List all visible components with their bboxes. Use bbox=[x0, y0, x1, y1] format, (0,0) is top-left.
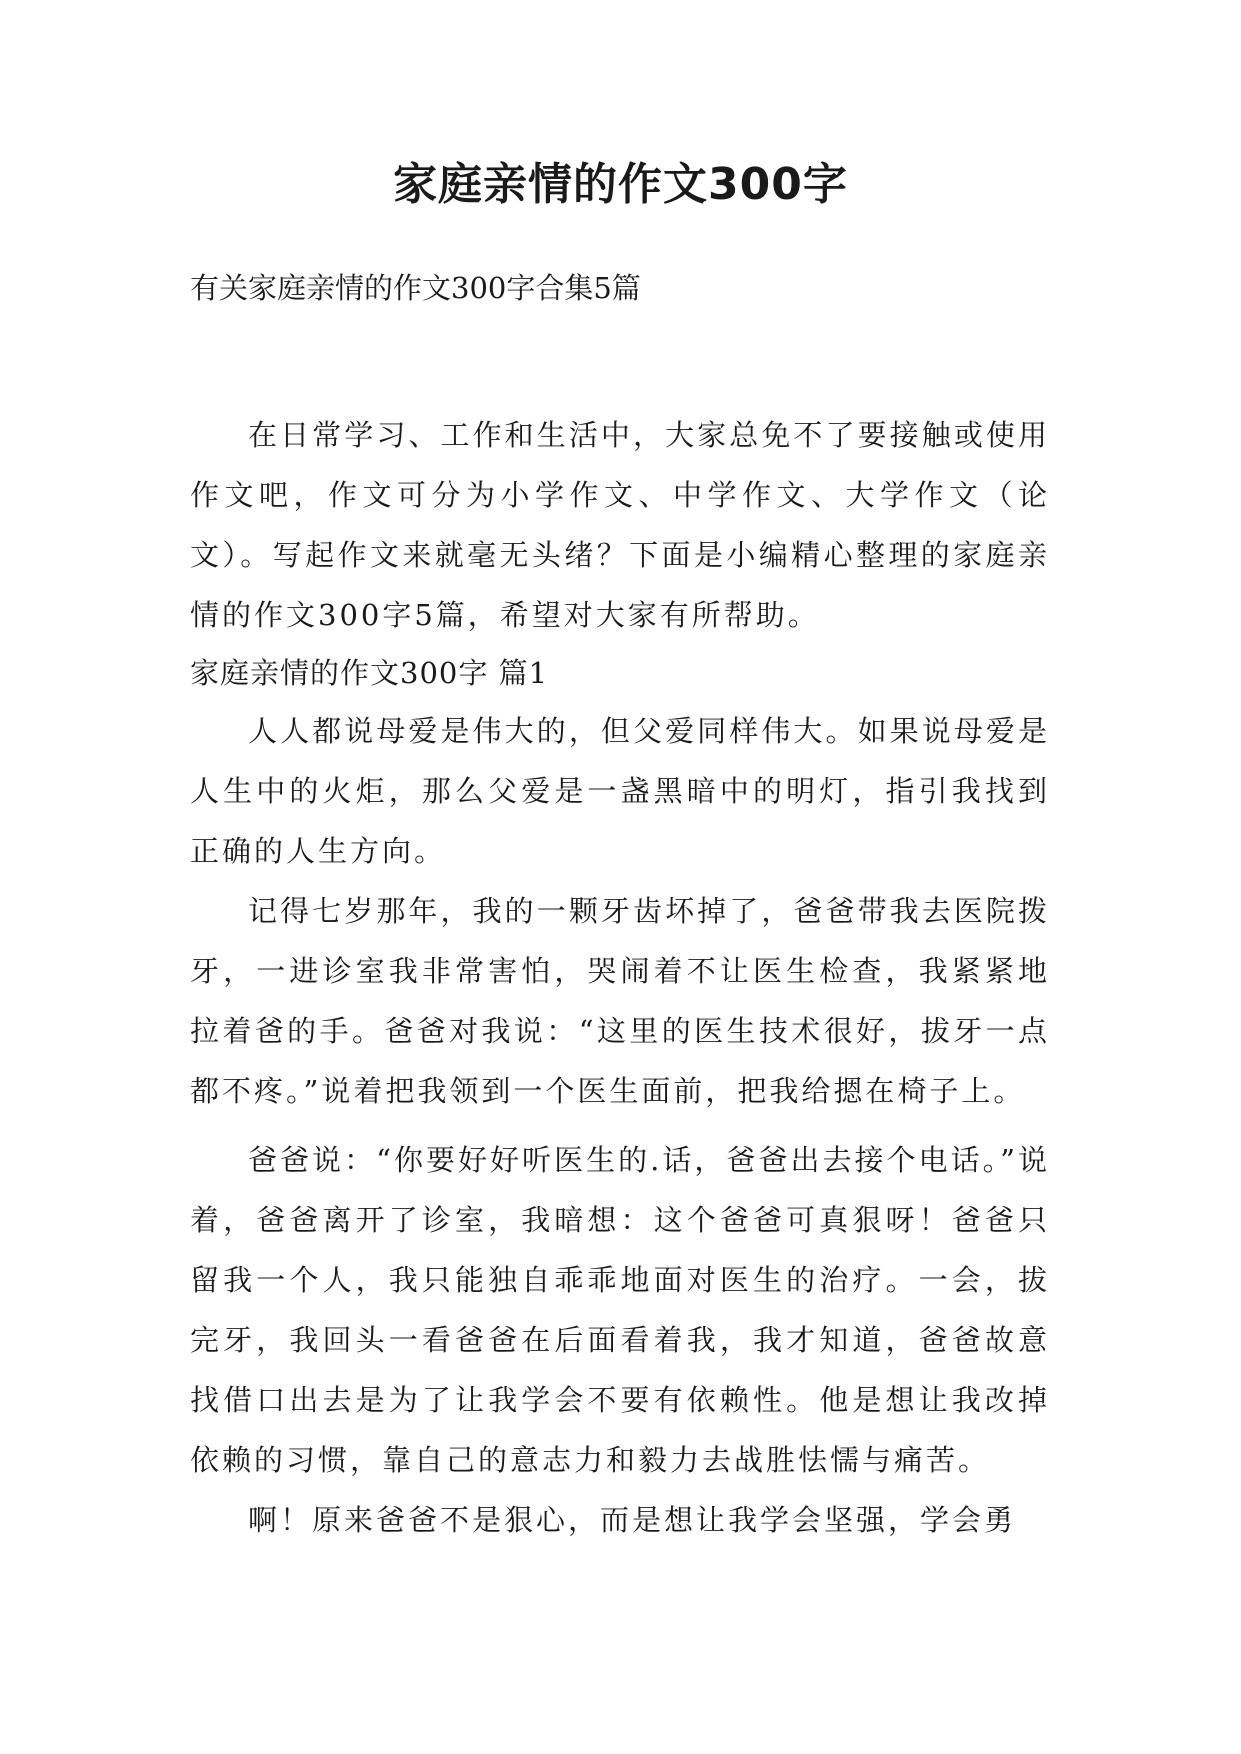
body-paragraph: 记得七岁那年，我的一颗牙齿坏掉了，爸爸带我去医院拨牙，一进诊室我非常害怕，哭闹着不让医生检查，我紧紧地拉着爸的手。爸爸对我说：“这里的医生技术很好，拔牙一点都不疼。”说着把我领到一个医生面前，把我给摁在椅子上。 bbox=[190, 894, 1050, 1108]
body-paragraph: 人人都说母爱是伟大的，但父爱同样伟大。如果说母爱是人生中的火炬，那么父爱是一盏黑暗中的明灯，指引我找到正确的人生方向。 bbox=[190, 714, 1050, 868]
intro-paragraph: 在日常学习、工作和生活中，大家总免不了要接触或使用作文吧，作文可分为小学作文、中学作文、大学作文（论文）。写起作文来就毫无头绪？下面是小编精心整理的家庭亲情的作文300字5篇，希望对大家有所帮助。 bbox=[190, 418, 1050, 632]
document-subtitle: 有关家庭亲情的作文300字合集5篇 bbox=[190, 271, 641, 305]
section-heading: 家庭亲情的作文300字 篇1 bbox=[190, 656, 549, 690]
document-title: 家庭亲情的作文300字 bbox=[393, 159, 848, 210]
body-paragraph: 啊！原来爸爸不是狠心，而是想让我学会坚强，学会勇 bbox=[248, 1503, 1017, 1537]
body-paragraph: 爸爸说：“你要好好听医生的.话，爸爸出去接个电话。”说着，爸爸离开了诊室，我暗想：这个爸爸可真狠呀！爸爸只留我一个人，我只能独自乖乖地面对医生的治疗。一会，拔完牙，我回头一看爸爸在后面看着我，我才知道，爸爸故意找借口出去是为了让我学会不要有依赖性。他是想让我改掉依赖的习惯，靠自己的意志力和毅力去战胜怯懦与痛苦。 bbox=[190, 1143, 1050, 1477]
document-body bbox=[190, 405, 1050, 1550]
